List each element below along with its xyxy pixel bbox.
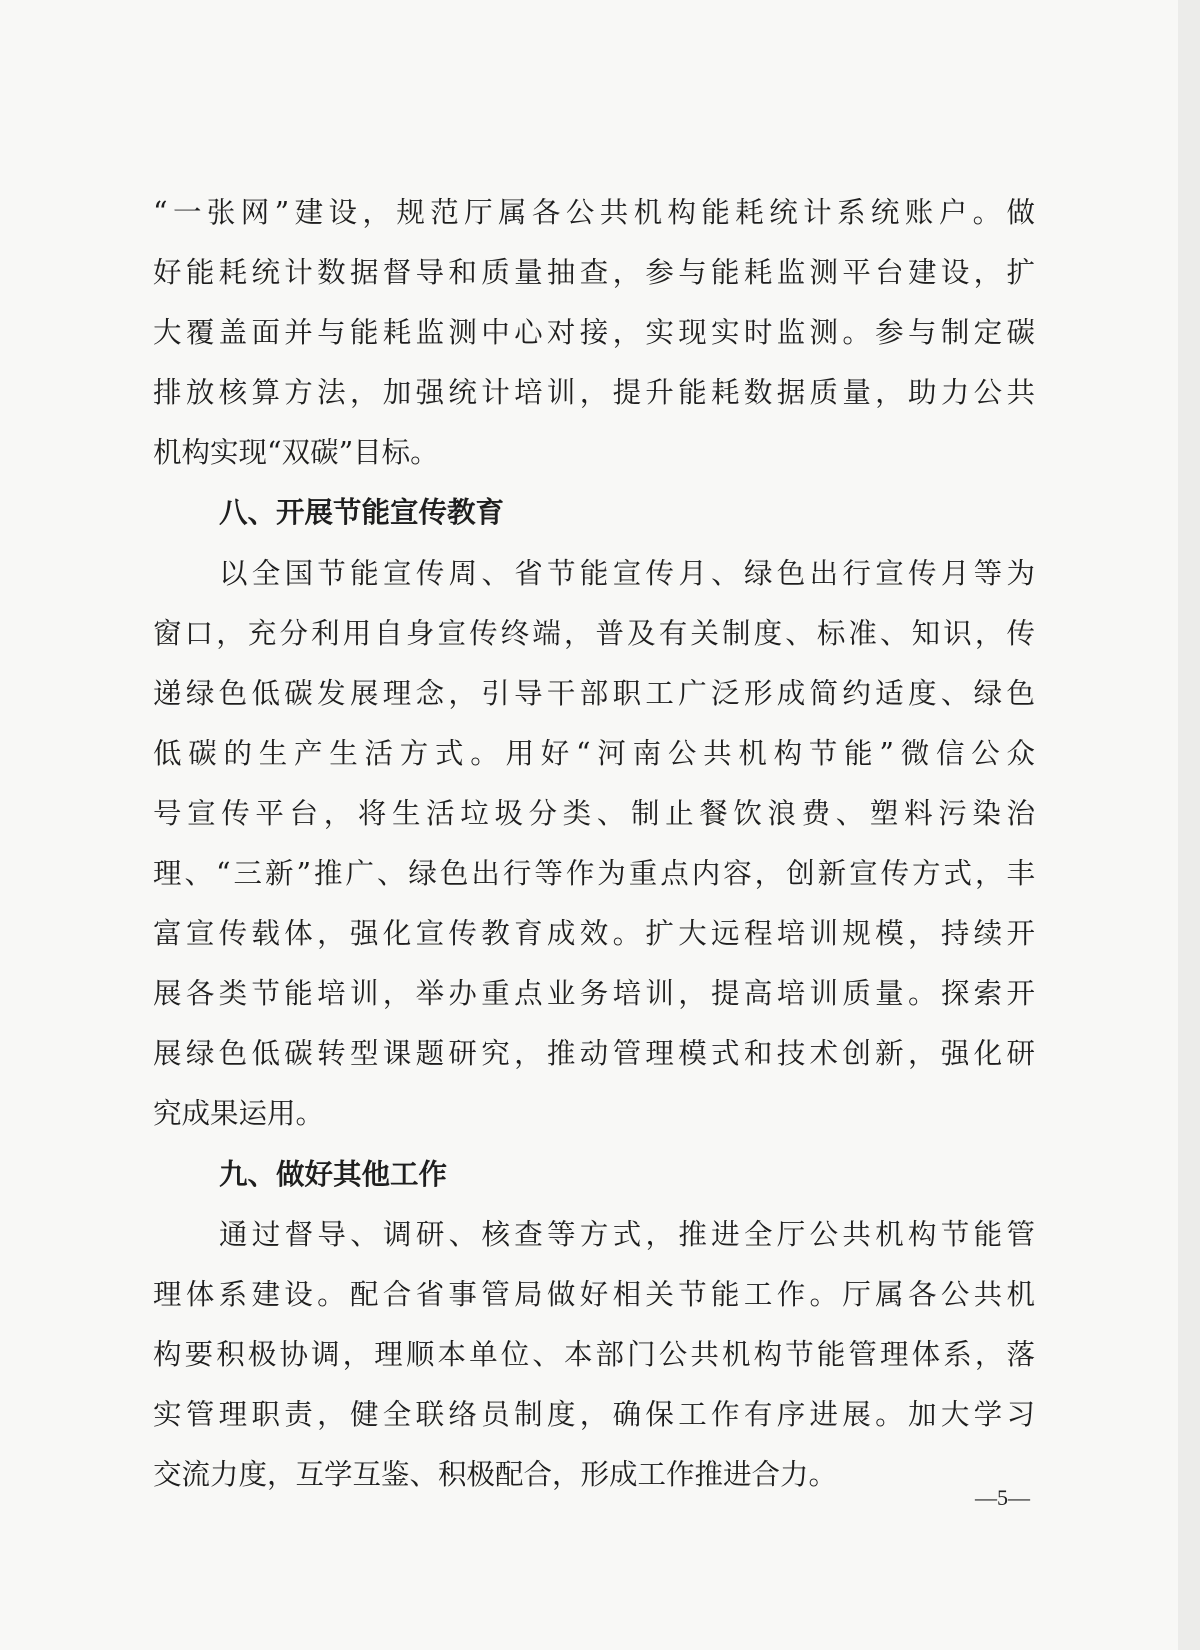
paragraph-line: 以全国节能宣传周、省节能宣传月、绿色出行宣传月等为 xyxy=(219,556,1035,590)
paragraph-line: 究成果运用。 xyxy=(153,1097,325,1131)
scan-edge xyxy=(1178,0,1200,1650)
paragraph-line: 排放核算方法，加强统计培训，提升能耗数据质量，助力公共 xyxy=(153,376,1035,410)
paragraph-line: 理体系建设。配合省事管局做好相关节能工作。厅属各公共机 xyxy=(153,1277,1035,1311)
page-number: —5— xyxy=(975,1485,1030,1510)
paragraph-line: 展绿色低碳转型课题研究，推动管理模式和技术创新，强化研 xyxy=(153,1037,1035,1071)
paragraph-line: 号宣传平台，将生活垃圾分类、制止餐饮浪费、塑料污染治 xyxy=(153,796,1035,830)
paragraph-line: “一张网”建设，规范厅属各公共机构能耗统计系统账户。做 xyxy=(153,196,1035,229)
section-heading: 九、做好其他工作 xyxy=(219,1157,448,1191)
paragraph-line: 递绿色低碳发展理念，引导干部职工广泛形成简约适度、绿色 xyxy=(153,676,1035,710)
paragraph-line: 构要积极协调，理顺本单位、本部门公共机构节能管理体系，落 xyxy=(153,1337,1035,1371)
section-heading: 八、开展节能宣传教育 xyxy=(219,496,505,530)
paragraph-line: 实管理职责，健全联络员制度，确保工作有序进展。加大学习 xyxy=(153,1397,1035,1431)
paragraph-line: 好能耗统计数据督导和质量抽查，参与能耗监测平台建设，扩 xyxy=(153,256,1035,290)
paragraph-line: 展各类节能培训，举办重点业务培训，提高培训质量。探索开 xyxy=(153,977,1035,1011)
paragraph-line: 大覆盖面并与能耗监测中心对接，实现实时监测。参与制定碳 xyxy=(153,316,1035,350)
paragraph-line: 理、“三新”推广、绿色出行等作为重点内容，创新宣传方式，丰 xyxy=(153,857,1035,891)
paragraph-line: 交流力度，互学互鉴、积极配合，形成工作推进合力。 xyxy=(153,1457,838,1491)
body-text xyxy=(153,183,1035,1505)
paragraph-line: 窗口，充分利用自身宣传终端，普及有关制度、标准、知识，传 xyxy=(153,616,1035,650)
paragraph-line: 富宣传载体，强化宣传教育成效。扩大远程培训规模，持续开 xyxy=(153,917,1035,951)
paragraph-line: 通过督导、调研、核查等方式，推进全厅公共机构节能管 xyxy=(219,1217,1035,1251)
paragraph-line: 机构实现“双碳”目标。 xyxy=(153,436,439,470)
paragraph-line: 低碳的生产生活方式。用好“河南公共机构节能”微信公众 xyxy=(153,736,1035,770)
